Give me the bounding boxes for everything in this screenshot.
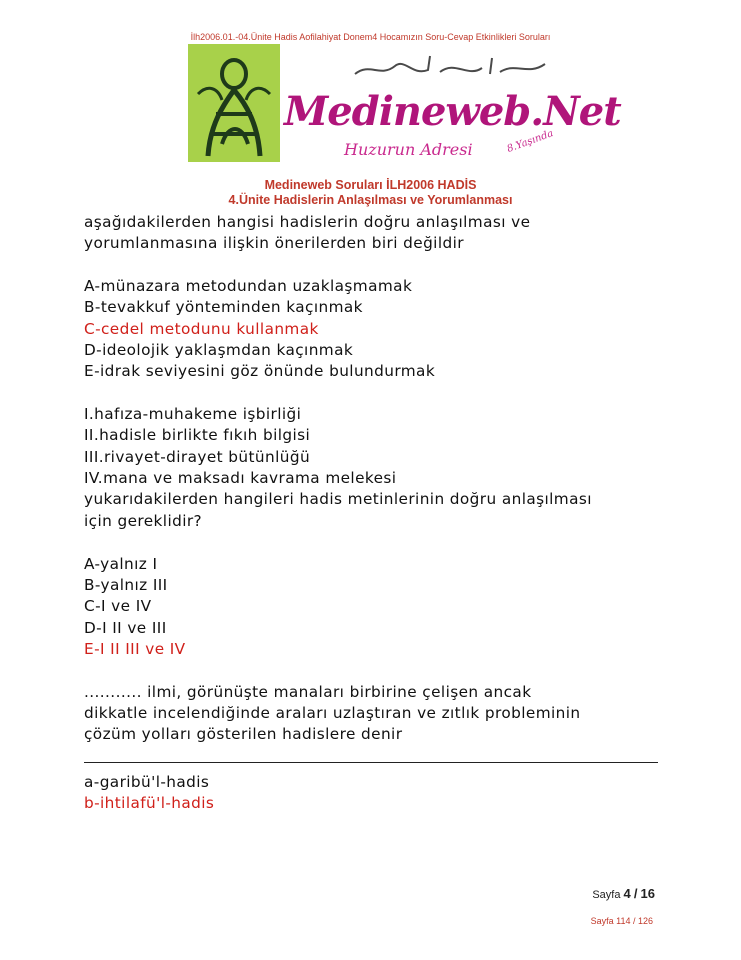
question-1-option-d: D-ideolojik yaklaşmdan kaçınmak — [84, 341, 354, 360]
question-2-option-c: C-I ve IV — [84, 597, 152, 616]
question-2-option-a: A-yalnız I — [84, 554, 158, 573]
document-heading — [0, 178, 741, 208]
page-total: 16 — [640, 886, 655, 901]
question-1-option-a: A-münazara metodundan uzaklaşmamak — [84, 277, 413, 296]
question-1-option-c-answer: C-cedel metodunu kullanmak — [84, 319, 319, 338]
question-2-line-3: III.rivayet-dirayet bütünlüğü — [84, 447, 311, 466]
document-subtitle: 4.Ünite Hadislerin Anlaşılması ve Yorumlanması — [228, 193, 513, 207]
question-3-options — [84, 772, 684, 815]
brand-slogan: Huzurun Adresi — [344, 140, 473, 159]
spacer — [84, 255, 684, 276]
question-3-line-1: ........... ilmi, görünüşte manaları birbirine çelişen ancak — [84, 682, 532, 701]
calligraphy-image — [188, 44, 280, 162]
question-3-line-2: dikkatle incelendiğinde araları uzlaştıran ve zıtlık probleminin — [84, 703, 581, 722]
bismillah-calligraphy — [350, 52, 550, 82]
question-2-line-4: IV.mana ve maksadı kavrama melekesi — [84, 469, 397, 488]
document-top-line: İlh2006.01.-04.Ünite Hadis Aofilahiyat Donem4 Hocamızın Soru-Cevap Etkinlikleri Soruları — [190, 32, 551, 42]
brand-name: Medineweb.Net — [284, 88, 621, 135]
spacer — [84, 383, 684, 404]
page-label: Sayfa — [592, 889, 621, 901]
spacer — [84, 532, 684, 553]
question-3-line-3: çözüm yolları gösterilen hadislere denir — [84, 725, 403, 744]
document-title: Medineweb Soruları İLH2006 HADİS — [264, 178, 477, 192]
question-list — [84, 212, 684, 746]
question-1-line-2: yorumlanmasına ilişkin önerilerden biri değildir — [84, 234, 464, 253]
question-1-option-b: B-tevakkuf yönteminden kaçınmak — [84, 298, 363, 317]
page-current: 4 — [623, 886, 631, 901]
question-2-option-b: B-yalnız III — [84, 575, 168, 594]
spacer — [84, 660, 684, 681]
question-3-option-b-answer: b-ihtilafü'l-hadis — [84, 794, 215, 813]
question-1-option-e: E-idrak seviyesini göz önünde bulundurmak — [84, 362, 436, 381]
medineweb-logo — [188, 44, 621, 164]
question-3-option-a: a-garibü'l-hadis — [84, 773, 210, 791]
question-2-line-1: I.hafıza-muhakeme işbirliği — [84, 405, 302, 424]
question-1-line-1: aşağıdakilerden hangisi hadislerin doğru anlaşılması ve — [84, 213, 531, 231]
page-number — [592, 886, 655, 901]
question-2-line-6: için gereklidir? — [84, 511, 203, 530]
question-2-line-2: II.hadisle birlikte fıkıh bilgisi — [84, 426, 311, 445]
overall-page-number: Sayfa 114 / 126 — [590, 916, 653, 926]
brand-age-badge: 8.Yaşında — [505, 128, 555, 155]
question-2-option-e-answer: E-I II III ve IV — [84, 639, 186, 658]
page-separator: / — [633, 886, 638, 901]
horizontal-divider — [84, 762, 658, 763]
question-2-line-5: yukarıdakilerden hangileri hadis metinlerinin doğru anlaşılması — [84, 490, 592, 509]
question-2-option-d: D-I II ve III — [84, 618, 167, 637]
